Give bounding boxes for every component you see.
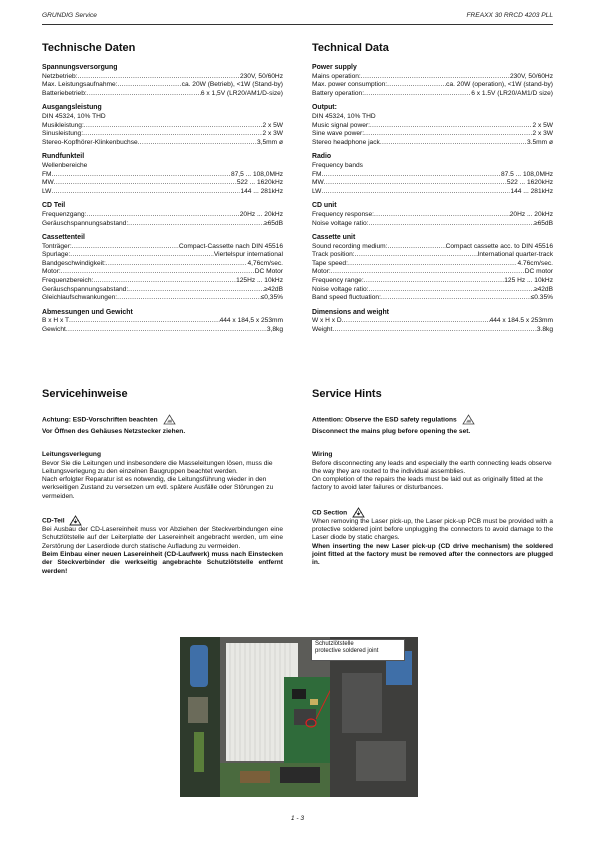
section-title: Technical Data <box>312 42 389 54</box>
spec-label: Tape speed: <box>312 259 348 267</box>
spec-value: ca. 20W (operation), <1W (stand-by) <box>446 81 553 89</box>
mains-warning: Disconnect the mains plug before opening the set. <box>312 428 471 435</box>
subsection-title: Abmessungen und Gewicht <box>42 308 133 316</box>
spec-list <box>42 171 283 197</box>
dot-leader <box>331 268 525 277</box>
esd-warning <box>312 414 553 425</box>
spec-label: Musikleistung: <box>42 121 84 129</box>
dot-leader <box>368 220 534 229</box>
spec-list <box>312 317 553 334</box>
esd-warning-text: Achtung: ESD-Vorschriften beachten <box>42 416 158 424</box>
callout-label-de: Schutzlötstelle <box>315 641 354 647</box>
spec-row <box>312 220 553 229</box>
dot-leader <box>332 326 536 335</box>
spec-row <box>42 277 283 286</box>
spec-label: Mains operation: <box>312 72 361 80</box>
dot-leader <box>321 188 510 197</box>
dot-leader <box>78 73 240 82</box>
spec-value: 230V, 50/60Hz <box>509 72 553 80</box>
spec-row <box>312 260 553 269</box>
spec-standard: DIN 45324, 10% THD <box>312 112 376 120</box>
spec-label: Motor: <box>42 268 61 276</box>
spec-value: International quarter-track <box>477 251 553 259</box>
dot-leader <box>61 268 255 277</box>
spec-value: 3.8kg <box>536 326 553 334</box>
protective-joint-callout <box>311 639 405 661</box>
dot-leader <box>361 73 510 82</box>
dot-leader <box>83 130 262 139</box>
spec-value: 4.76cm/sec. <box>517 259 553 267</box>
subsection-title: Rundfunkteil <box>42 153 85 161</box>
spec-row <box>42 211 283 220</box>
spec-label: LW <box>42 187 52 195</box>
subsection-title: Radio <box>312 153 332 161</box>
subsection-title: CD Section <box>312 509 348 517</box>
spec-row <box>42 81 283 90</box>
wiring-paragraph: Nach erfolgter Reparatur ist es notwendig, die Leitungsführung wieder in den werkseitigen Zustand zu versetzen um evtl. spätere Ausfälle oder Störungen zu vermeiden. <box>42 476 274 500</box>
spec-label: Sinusleistung: <box>42 130 84 138</box>
mains-warning: Vor Öffnen des Gehäuses Netzstecker ziehen. <box>42 428 186 435</box>
spec-value: 144 ... 281kHz <box>510 187 553 195</box>
spec-row <box>312 294 553 303</box>
dot-leader <box>54 179 237 188</box>
header-brand: GRUNDIG Service <box>42 12 97 19</box>
spec-row <box>42 130 283 139</box>
spec-list <box>42 243 283 303</box>
dot-leader <box>72 243 179 252</box>
spec-value: 125Hz ... 10kHz <box>236 277 283 285</box>
dot-leader <box>380 139 527 148</box>
dot-leader <box>387 81 446 90</box>
spec-label: Battery operation: <box>312 89 365 97</box>
spec-value: 522 ... 1620kHz <box>506 179 553 187</box>
spec-row <box>312 188 553 197</box>
pcb-illustration <box>180 637 418 797</box>
spec-label: Sine wave power: <box>312 130 365 138</box>
spec-label: Max. power consumption: <box>312 81 388 89</box>
spec-row <box>312 317 553 326</box>
spec-value: 2 x 3W <box>532 130 553 138</box>
spec-label: Gleichlaufschwankungen: <box>42 294 118 302</box>
dot-leader <box>84 122 263 131</box>
dot-leader <box>370 122 533 131</box>
spec-row <box>42 286 283 295</box>
dot-leader <box>86 211 239 220</box>
dot-leader <box>381 294 531 303</box>
spec-value: DC Motor <box>254 268 283 276</box>
dot-leader <box>128 286 264 295</box>
cd-paragraph-bold: Beim Einbau einer neuen Lasereinheit (CD-Laufwerk) muss nach Einstecken der Steckverbinder die werkseitig angebrachte Schutzlötstelle entfernt werden! <box>42 550 283 575</box>
tech-data-en <box>312 42 553 335</box>
dot-leader <box>52 171 231 180</box>
spec-value: 144 ... 281kHz <box>240 187 283 195</box>
spec-row <box>42 220 283 229</box>
spec-row <box>42 139 283 148</box>
spec-row <box>312 286 553 295</box>
spec-label: Bandgeschwindigkeit: <box>42 259 106 267</box>
dot-leader <box>66 326 267 335</box>
dot-leader <box>69 317 220 326</box>
spec-value: 3,5mm ø <box>256 138 283 146</box>
spec-value: 3,8kg <box>266 326 283 334</box>
spec-value: ≥65dB <box>533 219 553 227</box>
spec-label: Geräuschspannungsabstand: <box>42 219 129 227</box>
spec-row <box>312 171 553 180</box>
section-title: Technische Daten <box>42 42 136 54</box>
subsection-title: CD-Teil <box>42 517 65 525</box>
spec-row <box>42 326 283 335</box>
spec-value: 125 Hz ... 10kHz <box>504 277 553 285</box>
cd-paragraph: Bei Ausbau der CD-Lasereinheit muss vor Abziehen der Steckverbindungen eine Schutzlötstelle auf der Leiterplatte der Lasereinheit angebracht werden, um eine Zerstörung der Laserdiode durch statische Aufladung zu vermeiden. <box>42 526 283 550</box>
spec-label: Weight <box>312 326 333 334</box>
spec-label: Stereo headphone jack <box>312 138 380 146</box>
esd-warning <box>42 414 283 425</box>
spec-row <box>42 268 283 277</box>
dot-leader <box>364 130 532 139</box>
spec-label: Batteriebetrieb: <box>42 89 87 97</box>
subsection-title: Ausgangsleistung <box>42 104 102 112</box>
spec-value: 444 x 184.5 x 253mm <box>489 317 553 325</box>
spec-label: MW <box>312 179 324 187</box>
cd-paragraph: When removing the Laser pick-up, the Laser pick-up PCB must be provided with a protective soldered joint before unplugging the connectors to avoid damage to the Laser diode by static charges. <box>312 517 553 542</box>
service-hints-en <box>312 388 553 568</box>
spec-value: 522 ... 1620kHz <box>236 179 283 187</box>
spec-row <box>312 277 553 286</box>
spec-value: 230V, 50/60Hz <box>239 72 283 80</box>
spec-label: B x H x T <box>42 317 69 325</box>
spec-label: Tonträger: <box>42 242 72 250</box>
spec-value: 444 x 184,5 x 253mm <box>219 317 283 325</box>
spec-label: Frequency range: <box>312 277 364 285</box>
spec-list <box>312 211 553 228</box>
spec-list <box>312 171 553 197</box>
dot-leader <box>128 220 264 229</box>
spec-label: Noise voltage ratio: <box>312 285 369 293</box>
spec-value: ca. 20W (Betrieb), <1W (Stand-by) <box>181 81 283 89</box>
dot-leader <box>364 90 471 99</box>
spec-label: Geräuschspannungsabstand: <box>42 285 129 293</box>
dot-leader <box>138 139 257 148</box>
spec-value: 6 x 1,5V (LR20/AM1/D-size) <box>200 89 283 97</box>
dot-leader <box>117 294 261 303</box>
spec-row <box>42 188 283 197</box>
spec-subheading: Wellenbereiche <box>42 161 88 169</box>
dot-leader <box>324 179 507 188</box>
spec-label: Sound recording medium: <box>312 242 388 250</box>
spec-label: Frequency response: <box>312 210 374 218</box>
subsection-title: Output: <box>312 104 337 112</box>
esd-warning-text: Attention: Observe the ESD safety regulations <box>312 416 457 424</box>
spec-row <box>42 171 283 180</box>
spec-value: 3.5mm ø <box>526 138 553 146</box>
section-title: Service Hints <box>312 388 382 400</box>
laser-pcb-photo <box>180 637 418 797</box>
spec-value: ≥42dB <box>533 285 553 293</box>
spec-row <box>42 90 283 99</box>
spec-standard: DIN 45324, 10% THD <box>42 112 106 120</box>
spec-label: Music signal power: <box>312 121 370 129</box>
dot-leader <box>342 317 490 326</box>
spec-label: Motor: <box>312 268 331 276</box>
spec-label: FM <box>312 170 322 178</box>
laser-warning-icon <box>352 507 365 518</box>
spec-row <box>42 294 283 303</box>
wiring-paragraph: Before disconnecting any leads and especially the earth connecting leads observe the way they are routed to the individual assemblies. <box>312 459 552 475</box>
spec-row <box>42 73 283 82</box>
spec-label: Spurlage: <box>42 251 71 259</box>
spec-label: Frequenzbereich: <box>42 277 94 285</box>
wiring-paragraph: On completion of the repairs the leads must be laid out as originally fitted at the factory to avoid later failures or disturbances. <box>312 476 543 492</box>
spec-value: ≥42dB <box>263 285 283 293</box>
spec-value: ≤0,35% <box>260 294 283 302</box>
subsection-title: Spannungsversorgung <box>42 64 118 71</box>
dot-leader <box>374 211 510 220</box>
spec-row <box>312 326 553 335</box>
spec-row <box>312 179 553 188</box>
spec-row <box>42 251 283 260</box>
laser-warning-icon <box>69 515 82 526</box>
spec-value: 6 x 1.5V (LR20/AM1/D size) <box>471 89 553 97</box>
dot-leader <box>93 277 236 286</box>
dot-leader <box>322 171 501 180</box>
tech-data-de <box>42 42 283 335</box>
spec-label: Noise voltage ratio: <box>312 219 369 227</box>
spec-row <box>312 73 553 82</box>
spec-value: Compact-Cassette nach DIN 45516 <box>178 242 283 250</box>
subsection-title: CD Teil <box>42 202 66 210</box>
spec-label: Gewicht <box>42 326 66 334</box>
spec-label: Stereo-Kopfhörer-Klinkenbuchse <box>42 138 138 146</box>
spec-label: FM <box>42 170 52 178</box>
spec-row <box>312 81 553 90</box>
spec-list <box>312 243 553 303</box>
spec-row <box>312 130 553 139</box>
spec-row <box>312 251 553 260</box>
wiring-paragraph: Bevor Sie die Leitungen und insbesondere die Masseleitungen lösen, muss die Leitungsverlegung zu den einzelnen Baugruppen beachtet werden. <box>42 459 273 475</box>
spec-row <box>42 260 283 269</box>
dot-leader <box>388 243 446 252</box>
dot-leader <box>355 251 478 260</box>
spec-value: 20Hz ... 20kHz <box>239 210 283 218</box>
spec-value: ≤0.35% <box>530 294 553 302</box>
spec-value: 87.5 ... 108,0MHz <box>500 170 553 178</box>
dot-leader <box>118 81 182 90</box>
dot-leader <box>106 260 248 269</box>
spec-row <box>312 268 553 277</box>
spec-label: MW <box>42 179 54 187</box>
subsection-title: CD unit <box>312 202 337 210</box>
esd-hand-icon <box>163 414 176 425</box>
spec-list <box>42 73 283 99</box>
spec-row <box>312 122 553 131</box>
esd-hand-icon <box>462 414 475 425</box>
spec-value: 87,5 ... 108,0MHz <box>230 170 283 178</box>
spec-value: Compact cassette acc. to DIN 45516 <box>445 242 553 250</box>
subsection-title: Dimensions and weight <box>312 308 389 316</box>
section-title: Servicehinweise <box>42 388 128 400</box>
header-divider <box>42 24 553 25</box>
spec-subheading: Frequency bands <box>312 161 363 169</box>
spec-label: Track position: <box>312 251 355 259</box>
subsection-title: Power supply <box>312 64 357 71</box>
spec-label: Frequenzgang: <box>42 210 87 218</box>
page-header <box>42 12 553 24</box>
spec-label: Max. Leistungsaufnahme: <box>42 81 118 89</box>
spec-list <box>312 122 553 148</box>
spec-value: ≥65dB <box>263 219 283 227</box>
dot-leader <box>87 90 201 99</box>
spec-row <box>42 243 283 252</box>
spec-label: Band speed fluctuation: <box>312 294 381 302</box>
callout-label-en: protective soldered joint <box>315 648 379 654</box>
subsection-title: Leitungsverlegung <box>42 451 101 459</box>
spec-row <box>42 317 283 326</box>
spec-row <box>312 211 553 220</box>
dot-leader <box>70 251 214 260</box>
spec-row <box>312 243 553 252</box>
cd-section-heading <box>312 507 553 518</box>
spec-value: 2 x 3W <box>262 130 283 138</box>
cd-section-heading <box>42 515 283 526</box>
spec-list <box>42 122 283 148</box>
subsection-title: Cassette unit <box>312 234 356 242</box>
cd-paragraph-bold: When inserting the new Laser pick-up (CD drive mechanism) the soldered joint fitted at the factory must be removed after the connectors are plugged in. <box>312 542 553 567</box>
dot-leader <box>368 286 534 295</box>
spec-list <box>42 317 283 334</box>
spec-list <box>42 211 283 228</box>
page-number: 1 - 3 <box>290 815 305 822</box>
spec-label: Netzbetrieb: <box>42 72 78 80</box>
subsection-title: Wiring <box>312 451 333 459</box>
spec-row <box>312 139 553 148</box>
spec-label: W x H x D <box>312 317 342 325</box>
spec-value: 2 x 5W <box>262 121 283 129</box>
spec-label: LW <box>312 187 322 195</box>
spec-row <box>312 90 553 99</box>
spec-value: DC motor <box>524 268 553 276</box>
spec-value: 20Hz ... 20kHz <box>509 210 553 218</box>
subsection-title: Cassettenteil <box>42 234 85 242</box>
dot-leader <box>51 188 240 197</box>
spec-list <box>312 73 553 99</box>
header-model: FREAXX 30 RRCD 4203 PLL <box>466 12 553 19</box>
spec-row <box>42 179 283 188</box>
spec-value: Viertelspur international <box>213 251 283 259</box>
spec-value: 4,76cm/sec. <box>247 259 283 267</box>
spec-value: 2 x 5W <box>532 121 553 129</box>
dot-leader <box>348 260 518 269</box>
service-hints-de <box>42 388 283 576</box>
spec-row <box>42 122 283 131</box>
dot-leader <box>364 277 505 286</box>
